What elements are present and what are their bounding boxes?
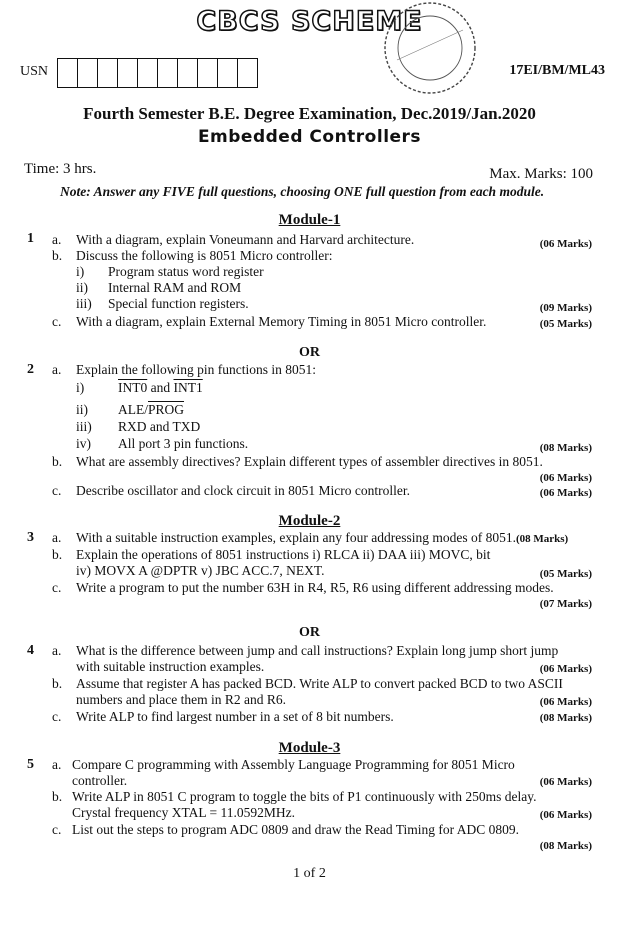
usn-box[interactable]: [97, 58, 118, 88]
part-label: a.: [52, 643, 62, 658]
module-2-heading: Module-2: [278, 513, 341, 529]
question-text: numbers and place them in R2 and R6.: [76, 692, 286, 707]
prog-signal: PROG: [148, 402, 185, 417]
subject-code: 17EI/BM/ML43: [509, 63, 605, 78]
question-text: Describe oscillator and clock circuit in 8051 Micro controller.: [76, 483, 411, 498]
usn-box[interactable]: [137, 58, 158, 88]
question-number: 4: [27, 643, 34, 658]
marks-label: (08 Marks): [515, 533, 569, 545]
usn-box[interactable]: [77, 58, 98, 88]
question-number: 1: [27, 231, 34, 246]
part-label: c.: [52, 709, 62, 724]
usn-boxes: [58, 58, 258, 88]
marks-label: (06 Marks): [539, 472, 592, 484]
module-1-heading: Module-1: [278, 212, 341, 228]
part-label: b.: [52, 676, 63, 691]
usn-label: USN: [20, 64, 49, 79]
sub-item-number: i): [76, 380, 85, 395]
sub-item-text: RXD and TXD: [118, 419, 201, 434]
question-text: With a diagram, explain Voneumann and Harvard architecture.: [76, 232, 415, 247]
or-divider: OR: [299, 625, 320, 640]
question-text: Explain the operations of 8051 instructions i) RLCA ii) DAA iii) MOVC, bit: [76, 547, 491, 562]
part-label: a.: [52, 757, 62, 772]
usn-box[interactable]: [197, 58, 218, 88]
marks-label: (06 Marks): [539, 809, 592, 821]
question-text: with suitable instruction examples.: [76, 659, 265, 674]
question-text: Write ALP in 8051 C program to toggle the bits of P1 continuously with 250ms delay.: [72, 789, 537, 804]
question-text: controller.: [72, 773, 128, 788]
question-text: With a diagram, explain External Memory Timing in 8051 Micro controller.: [76, 314, 487, 329]
page-number: 1 of 2: [293, 866, 326, 881]
marks-label: (06 Marks): [539, 663, 592, 675]
scheme-title: CBCS SCHEME: [196, 6, 423, 37]
part-label: a.: [52, 232, 62, 247]
part-label: c.: [52, 483, 62, 498]
question-text: What are assembly directives? Explain different types of assembler directives in 8051.: [76, 454, 543, 469]
part-label: b.: [52, 789, 63, 804]
usn-box[interactable]: [117, 58, 138, 88]
usn-box[interactable]: [57, 58, 78, 88]
marks-label: (06 Marks): [539, 487, 592, 499]
question-text-span: With a suitable instruction examples, explain any four addressing modes of 8051.: [76, 530, 516, 545]
question-text: Discuss the following is 8051 Micro controller:: [76, 248, 333, 263]
part-label: a.: [52, 362, 62, 377]
sub-item-text: [118, 402, 184, 418]
sub-item-number: ii): [76, 402, 88, 417]
int0-signal: INT0: [118, 380, 148, 395]
sub-item-number: i): [76, 264, 85, 279]
part-label: b.: [52, 248, 63, 263]
question-number: 3: [27, 530, 34, 545]
marks-label: (09 Marks): [539, 302, 592, 314]
marks-label: (06 Marks): [539, 238, 592, 250]
question-number: 2: [27, 362, 34, 377]
part-label: c.: [52, 822, 62, 837]
part-label: b.: [52, 547, 63, 562]
module-3-heading: Module-3: [278, 740, 341, 756]
ale-signal: ALE/: [118, 402, 148, 417]
marks-label: (05 Marks): [539, 568, 592, 580]
usn-box[interactable]: [157, 58, 178, 88]
college-seal-stamp: [365, 0, 495, 110]
and-text: and: [147, 380, 174, 395]
question-text: [76, 530, 586, 547]
instructions-note: Note: Answer any FIVE full questions, choosing ONE full question from each module.: [60, 184, 545, 199]
subject-title: Embedded Controllers: [197, 127, 422, 147]
marks-label: (06 Marks): [539, 696, 592, 708]
usn-box[interactable]: [217, 58, 238, 88]
max-marks: Max. Marks: 100: [489, 166, 593, 182]
part-label: a.: [52, 530, 62, 545]
sub-item-text: Special function registers.: [108, 296, 249, 311]
marks-label: (08 Marks): [539, 840, 592, 852]
or-divider: OR: [299, 345, 320, 360]
marks-label: (08 Marks): [539, 712, 592, 724]
question-text: iv) MOVX A @DPTR v) JBC ACC.7, NEXT.: [76, 563, 325, 578]
sub-item-text: All port 3 pin functions.: [118, 436, 249, 451]
int1-signal: INT1: [173, 380, 203, 395]
sub-item-number: iii): [76, 296, 92, 311]
usn-box[interactable]: [237, 58, 258, 88]
exam-title: Fourth Semester B.E. Degree Examination, Dec.2019/Jan.2020: [83, 104, 536, 123]
time-allowed: Time: 3 hrs.: [24, 161, 97, 177]
question-text: Explain the following pin functions in 8051:: [76, 362, 316, 377]
question-text: List out the steps to program ADC 0809 and draw the Read Timing for ADC 0809.: [72, 822, 519, 837]
sub-item-number: iv): [76, 436, 91, 451]
question-number: 5: [27, 757, 34, 772]
question-text: Crystal frequency XTAL = 11.0592MHz.: [72, 805, 295, 820]
part-label: b.: [52, 454, 63, 469]
marks-label: (05 Marks): [539, 318, 592, 330]
sub-item-text: Program status word register: [108, 264, 264, 279]
sub-item-number: iii): [76, 419, 92, 434]
marks-label: (08 Marks): [539, 442, 592, 454]
question-text: What is the difference between jump and call instructions? Explain long jump short jump: [76, 643, 559, 658]
sub-item-text: [118, 380, 203, 396]
question-text: Write a program to put the number 63H in R4, R5, R6 using different addressing modes.: [76, 580, 554, 595]
sub-item-number: ii): [76, 280, 88, 295]
part-label: c.: [52, 580, 62, 595]
question-text: Write ALP to find largest number in a set of 8 bit numbers.: [76, 709, 394, 724]
question-text: Assume that register A has packed BCD. Write ALP to convert packed BCD to two ASCII: [76, 676, 563, 691]
part-label: c.: [52, 314, 62, 329]
question-text: Compare C programming with Assembly Language Programming for 8051 Micro: [72, 757, 515, 772]
marks-label: (07 Marks): [539, 598, 592, 610]
marks-label: (06 Marks): [539, 776, 592, 788]
sub-item-text: Internal RAM and ROM: [108, 280, 242, 295]
usn-box[interactable]: [177, 58, 198, 88]
